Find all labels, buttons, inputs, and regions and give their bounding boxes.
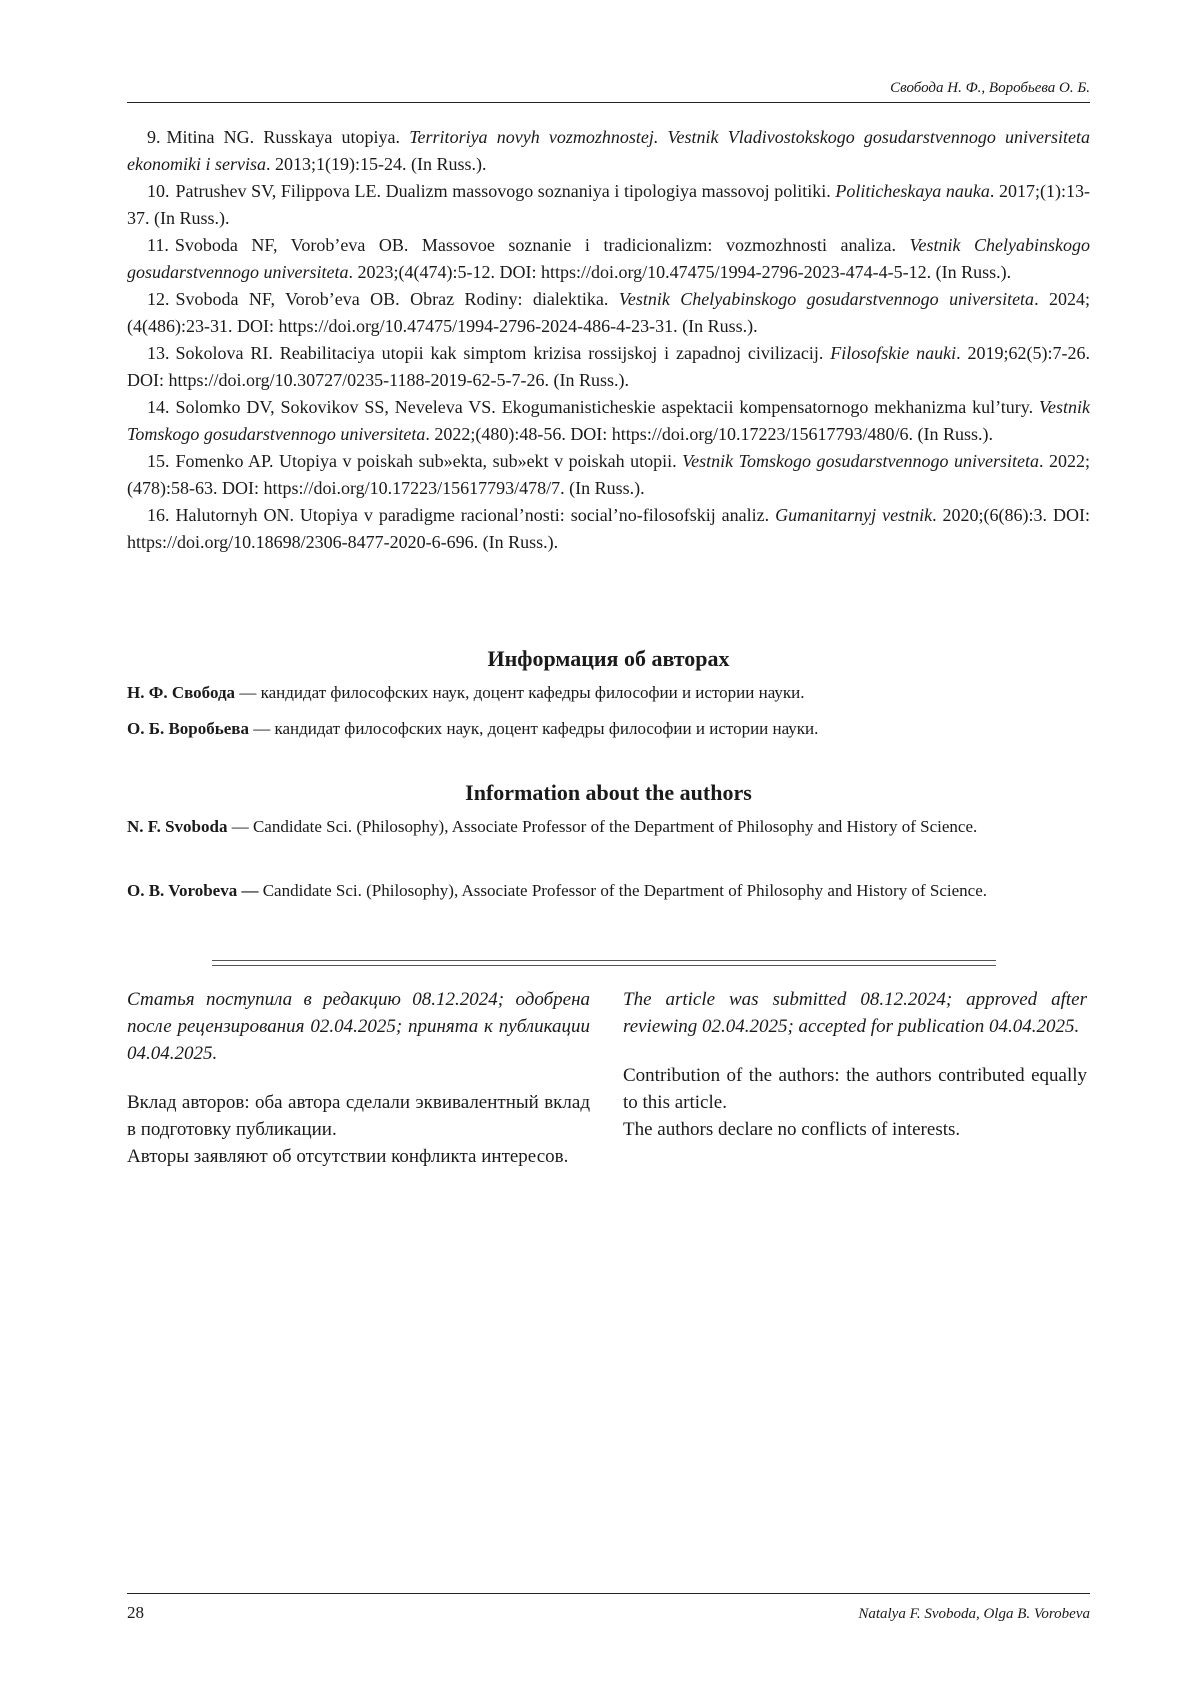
reference-authors: Halutornyh ON. Utopiya v paradigme racional’nosti: social’no-filosofskij analiz. — [175, 505, 770, 525]
reference-tail: . 2017;(1):13-37. (In Russ.). — [127, 181, 1090, 228]
reference-journal: Vestnik Tomskogo gosudarstvennogo universiteta — [127, 397, 1091, 444]
reference-journal: Vestnik Tomskogo gosudarstvennogo universiteta — [682, 451, 1039, 471]
reference-number: 12. — [147, 289, 170, 309]
authors-info-title-en: Information about the authors — [465, 780, 752, 805]
article-dates: Статья поступила в редакцию 08.12.2024; одобрена после рецензирования 02.04.2025; принята к публикации 04.04.2025. — [127, 989, 590, 1064]
reference-authors: Mitina NG. Russkaya utopiya. — [166, 127, 401, 147]
reference-item — [127, 340, 1090, 394]
reference-tail: . 2022;(480):48-56. DOI: https://doi.org/10.17223/15617793/480/6. (In Russ.). — [425, 424, 993, 444]
header-rule — [127, 102, 1090, 103]
reference-item — [127, 232, 1090, 286]
reference-journal: Gumanitarnyj vestnik — [775, 505, 933, 525]
reference-journal: Politicheskaya nauka — [835, 181, 990, 201]
reference-journal: Vestnik Chelyabinskogo gosudarstvennogo universiteta — [127, 235, 1091, 282]
author-description: — Candidate Sci. (Philosophy), Associate Professor of the Department of Philosophy and History of Science. — [227, 817, 978, 836]
footer-rule — [127, 1593, 1090, 1594]
reference-tail: . 2022;(478):58-63. DOI: https://doi.org/10.17223/15617793/478/7. (In Russ.). — [127, 451, 1090, 498]
reference-number: 14. — [147, 397, 170, 417]
reference-journal: Territoriya novyh vozmozhnostej. Vestnik Vladivostokskogo gosudarstvennogo universiteta ekonomiki i servisa — [127, 127, 1091, 174]
reference-number: 16. — [147, 505, 170, 525]
author-description: — кандидат философских наук, доцент кафедры философии и истории науки. — [248, 719, 819, 738]
article-notes-ru — [127, 986, 590, 1170]
reference-number: 13. — [147, 343, 170, 363]
author-info-en — [127, 814, 1090, 840]
reference-tail: . 2019;62(5):7-26. DOI: https://doi.org/10.30727/0235-1188-2019-62-5-7-26. (In Russ.). — [127, 343, 1091, 390]
author-info-en — [127, 878, 1090, 904]
author-info-ru — [127, 716, 1090, 742]
authors-info-title-ru: Информация об авторах — [487, 646, 730, 671]
reference-tail: . 2023;(4(474):5-12. DOI: https://doi.org/10.47475/1994-2796-2023-474-4-5-12. (In Russ.). — [348, 262, 1012, 282]
reference-authors: Svoboda NF, Vorob’eva OB. Massovoe soznanie i tradicionalizm: vozmozhnosti analiza. — [174, 235, 896, 255]
reference-item — [127, 178, 1090, 232]
section-divider — [212, 960, 996, 966]
running-head: Свобода Н. Ф., Воробьева О. Б. — [890, 80, 1090, 96]
reference-item — [127, 124, 1090, 178]
reference-authors: Fomenko AP. Utopiya v poiskah sub»ekta, sub»ekt v poiskah utopii. — [175, 451, 677, 471]
reference-item — [127, 448, 1090, 502]
reference-number: 9. — [147, 127, 161, 147]
article-dates: The article was submitted 08.12.2024; approved after reviewing 02.04.2025; accepted for publication 04.04.2025. — [623, 989, 1087, 1037]
author-contribution: Вклад авторов: оба автора сделали эквивалентный вклад в подготовку публикации. — [127, 1092, 590, 1140]
reference-item — [127, 502, 1090, 556]
reference-number: 11. — [147, 235, 169, 255]
page-number: 28 — [127, 1603, 144, 1622]
running-foot: Natalya F. Svoboda, Olga B. Vorobeva — [858, 1606, 1090, 1622]
reference-item — [127, 286, 1090, 340]
author-info-ru — [127, 680, 1090, 706]
conflict-statement: The authors declare no conflicts of interests. — [623, 1119, 961, 1140]
conflict-statement: Авторы заявляют об отсутствии конфликта интересов. — [127, 1146, 569, 1167]
author-contribution: Contribution of the authors: the authors contributed equally to this article. — [623, 1065, 1087, 1113]
author-name: N. F. Svoboda — [127, 817, 228, 836]
author-name: Н. Ф. Свобода — [127, 683, 236, 702]
reference-tail: . 2020;(6(86):3. DOI: https://doi.org/10.18698/2306-8477-2020-6-696. (In Russ.). — [127, 505, 1090, 552]
author-description: — кандидат философских наук, доцент кафедры философии и истории науки. — [235, 683, 805, 702]
article-notes-en — [623, 986, 1087, 1143]
reference-number: 15. — [147, 451, 170, 471]
reference-journal: Filosofskie nauki — [830, 343, 957, 363]
reference-tail: . 2024;(4(486):23-31. DOI: https://doi.org/10.47475/1994-2796-2024-486-4-23-31. (In Russ.). — [127, 289, 1090, 336]
author-name: О. Б. Воробьева — [127, 719, 249, 738]
reference-authors: Svoboda NF, Vorob’eva OB. Obraz Rodiny: dialektika. — [175, 289, 609, 309]
reference-authors: Sokolova RI. Reabilitaciya utopii kak simptom krizisa rossijskoj i zapadnoj civilizacij. — [175, 343, 824, 363]
reference-item — [127, 394, 1090, 448]
author-name: O. B. Vorobeva — — [127, 881, 259, 900]
reference-tail: . 2013;1(19):15-24. (In Russ.). — [265, 154, 487, 174]
reference-journal: Vestnik Chelyabinskogo gosudarstvennogo universiteta — [618, 289, 1035, 309]
author-description: Candidate Sci. (Philosophy), Associate Professor of the Department of Philosophy and History of Science. — [258, 881, 987, 900]
reference-authors: Solomko DV, Sokovikov SS, Neveleva VS. Ekogumanisticheskie aspektacii kompensatornogo mekhanizma kul’tury. — [175, 397, 1034, 417]
reference-number: 10. — [147, 181, 170, 201]
reference-list — [127, 124, 1090, 556]
reference-authors: Patrushev SV, Filippova LE. Dualizm massovogo soznaniya i tipologiya massovoj politiki. — [175, 181, 831, 201]
